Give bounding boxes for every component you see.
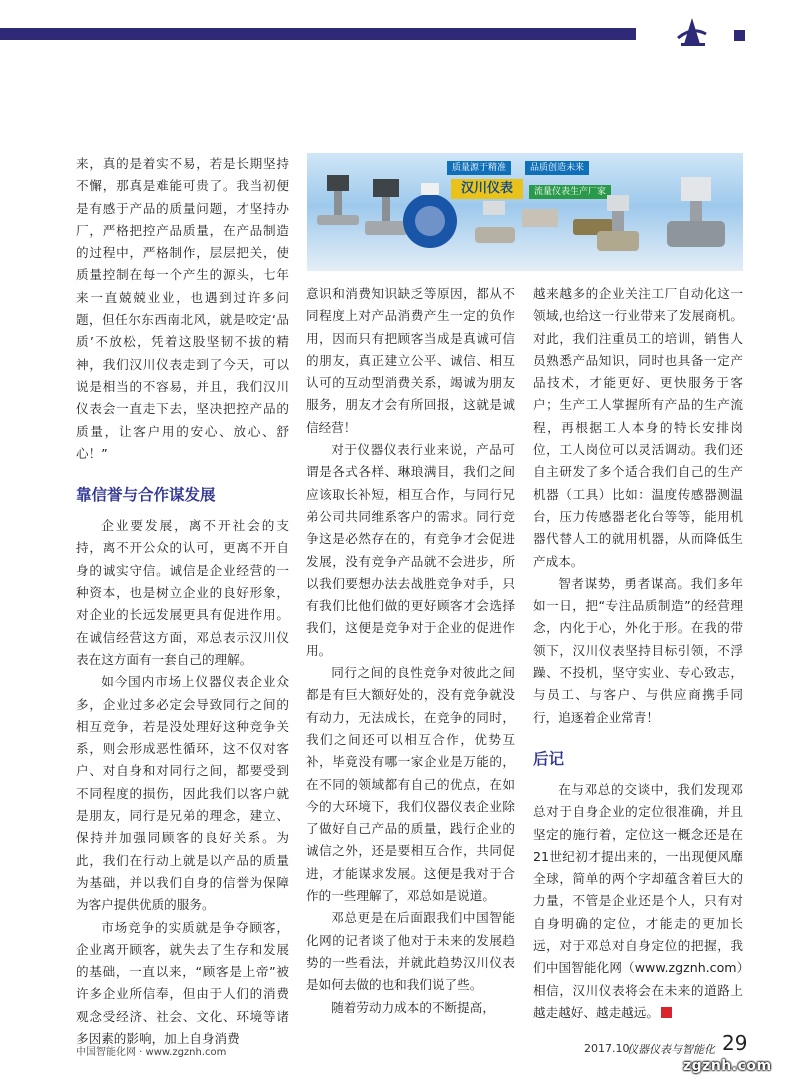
article-column-3 — [533, 283, 743, 1024]
watermark: zgznh.com — [683, 1058, 772, 1074]
paragraph: 智者谋势，勇者谋高。我们多年如一日，把“专注品质制造”的经营理念，内化于心，外化于形。在我的带领下，汉川仪表坚持目标引领，不浮躁、不投机，坚守实业、专心致志，与员工、与客户、与供应商携手同行，追逐着企业常青！ — [533, 575, 743, 725]
paragraph-text: 在与邓总的交谈中，我们发现邓总对于自身企业的定位很准确，并且坚定的施行着，定位这一概念还是在21世纪初才提出来的，一出现便风靡全球，简单的两个字却蕴含着巨大的力量，不管是企业还是个人，只有对自身明确的定位，才能走的更加长远，对于邓总对自身定位的把握，我们中国智能化网（www.zgznh.com）相信，汉川仪表将会在未来的道路上越走越好、越走越远。 — [533, 781, 743, 1020]
article-end-icon — [661, 1007, 672, 1018]
article-photo — [307, 153, 743, 271]
section-heading: 后记 — [533, 749, 565, 768]
footer-date: 2017.10 — [584, 1042, 630, 1055]
flowmeter-products-icon — [307, 153, 743, 271]
paragraph: 企业要发展，离不开社会的支持，离不开公众的认可，更离不开自身的诚实守信。诚信是企业经营的一种资本，也是树立企业的良好形象，对企业的长远发展更具有促进作用。在诚信经营这方面，邓总表示汉川仪表在这方面有一套自己的理解。 — [76, 518, 289, 667]
paragraph: 随着劳动力成本的不断提高， — [331, 999, 495, 1015]
paragraph: 市场竞争的实质就是争夺顾客，企业离开顾客，就失去了生存和发展的基础，一直以来，“顾客是上帝”被许多企业所信奉，但由于人们的消费观念受经济、社会、文化、环境等诸多因素的影响，加上自身消费 — [76, 919, 289, 1046]
paragraph: 来，真的是着实不易，若是长期坚持不懈，那真是难能可贵了。我当初便是有感于产品的质量问题，才坚持办厂，严格把控产品质量，在产品制造的过程中，严格制作，层层把关，使质量控制在每一个产生的源头，七年来一直兢兢业业，也遇到过许多问题，但任尔东西南北风，就是咬定‘品质’不放松，凭着这股坚韧不拔的精神，我们汉川仪表走到了今天，可以说是相当的不容易，并且，我们汉川仪表会一直走下去，坚决把控产品的质量，让客户用的安心、放心、舒心！” — [76, 156, 289, 461]
footer-site: 中国智能化网 · www.zgznh.com — [76, 1047, 227, 1058]
header-square — [734, 30, 745, 41]
paragraph: 同行之间的良性竞争对彼此之间都是有巨大额好处的，没有竞争就没有动力，无法成长，在竞争的同时，我们之间还可以相互合作，优势互补，毕竟没有哪一家企业是万能的，在不同的领域都有自己的优点，在如今的大环境下，我们仪器仪表企业除了做好自己产品的质量，践行企业的诚信之外，还是要相互合作，共同促进，才能谋求发展。这便是我对于合作的一些理解了，邓总如是说道。 — [306, 665, 515, 904]
header-bar — [0, 28, 636, 40]
section-heading: 靠信誉与合作谋发展 — [76, 486, 216, 505]
paragraph: 越来越多的企业关注工厂自动化这一领域,也给这一行业带来了发展商机。对此，我们注重员工的培训，销售人员熟悉产品知识，同时也具备一定产品技术，才能更好、更快服务于客户；生产工人掌握所有产品的生产流程，再根据工人本身的特长安排岗位，工人岗位可以灵活调动。我们还自主研发了多个适合我们自己的生产机器（工具）比如：温度传感器测温台，压力传感器老化台等等，能用机器代替人工的就用机器，从而降低生产成本。 — [533, 286, 743, 569]
photo-slogan: 流量仪表生产厂家 — [529, 185, 611, 199]
paragraph: 意识和消费知识缺乏等原因，都从不同程度上对产品消费产生一定的负作用，因而只有把顾客当成是真诚可信的朋友，真正建立公平、诚信、相互认可的互动型消费关系，竭诚为朋友服务，朋友才会有所回报，这就是诚信经营！ — [306, 286, 515, 435]
article-column-2 — [306, 283, 515, 1019]
paragraph: 对于仪器仪表行业来说，产品可谓是各式各样、琳琅满目，我们之间应该取长补短，相互合作，与同行兄弟公司共同维系客户的需求。同行竞争这是必然存在的，有竞争才会促进发展，没有竞争产品就不会进步，所以我们要想办法去战胜竞争对手，只有我们比他们做的更好顾客才会选择我们，这便是竞争对于企业的促进作用。 — [306, 442, 515, 658]
footer-magazine-name: 仪器仪表与智能化 — [627, 1043, 715, 1056]
page-number: 29 — [722, 1031, 748, 1055]
paragraph — [533, 779, 743, 1024]
photo-slogan: 品质创造未来 — [525, 161, 589, 175]
magazine-logo-icon — [672, 12, 712, 48]
paragraph: 如今国内市场上仪器仪表企业众多，企业过多必定会导致同行之间的相互竞争，若是没处理好这种竞争关系，则会形成恶性循环，这不仅对客户、对自身和对同行之间，都要受到不同程度的损伤，因此我们以客户就是朋友，同行是兄弟的理念，建立、保持并加强同顾客的良好关系。为此，我们在行动上就是以产品的质量为基础，并以我们自身的信誉为保障为客户提供优质的服务。 — [76, 674, 289, 913]
photo-brand-label: 汉川仪表 — [451, 179, 523, 199]
paragraph: 邓总更是在后面跟我们中国智能化网的记者谈了他对于未来的发展趋势的一些看法，并就此趋势汉川仪表是如何去做的也和我们说了些。 — [306, 910, 515, 993]
article-column-1 — [76, 153, 289, 1050]
photo-slogan: 质量源于精准 — [447, 161, 511, 175]
